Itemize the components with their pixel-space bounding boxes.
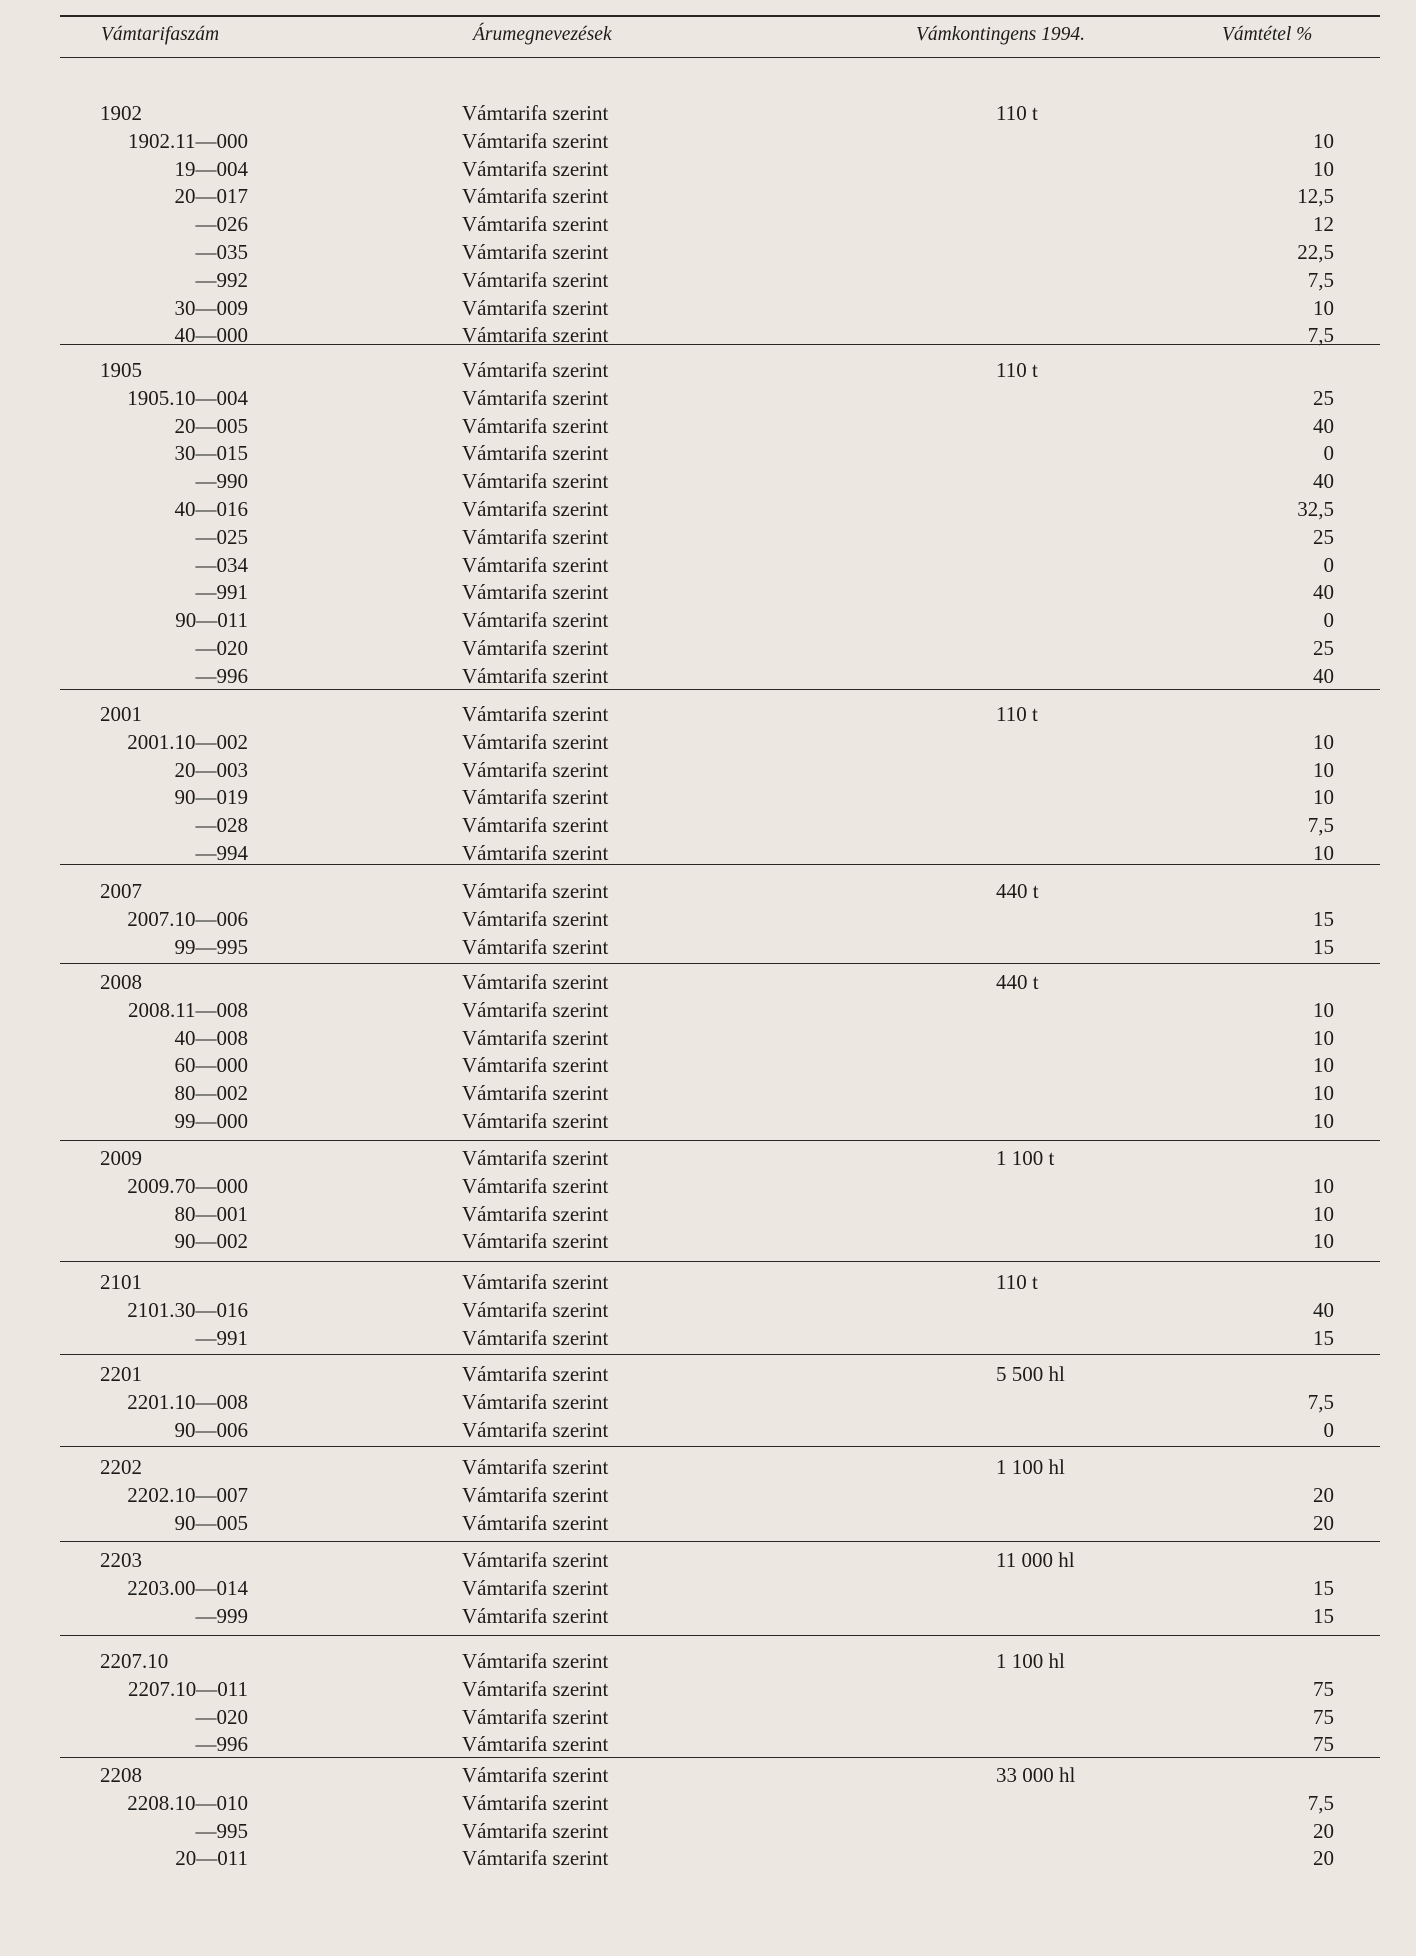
table-row — [0, 439, 1416, 467]
table-row — [0, 551, 1416, 579]
tariff-code: 2007 — [100, 879, 142, 903]
goods-name: Vámtarifa szerint — [462, 1790, 609, 1815]
goods-name: Vámtarifa szerint — [462, 1362, 609, 1386]
duty-rate: 0 — [1323, 1417, 1334, 1442]
tariff-code: —990 — [195, 469, 248, 494]
tariff-code: —026 — [195, 212, 248, 237]
table-row — [0, 877, 1416, 905]
tariff-code: —996 — [195, 663, 248, 688]
quota-value: 440 t — [996, 879, 1039, 903]
duty-rate: 25 — [1313, 636, 1334, 660]
table-row — [0, 933, 1416, 961]
goods-name: Vámtarifa szerint — [462, 413, 609, 438]
group-separator — [60, 963, 1380, 964]
duty-rate: 20 — [1313, 1482, 1334, 1507]
tariff-code: 90—019 — [174, 785, 248, 810]
table-row — [0, 210, 1416, 238]
tariff-code: 40—008 — [174, 1025, 248, 1050]
tariff-code: 2202.10—007 — [127, 1482, 248, 1507]
duty-rate: 20 — [1313, 1510, 1334, 1535]
goods-name: Vámtarifa szerint — [462, 295, 609, 320]
tariff-code: 2007.10—006 — [127, 906, 248, 931]
tariff-code: 80—001 — [174, 1201, 248, 1226]
tariff-code: —025 — [195, 524, 248, 549]
duty-rate: 15 — [1313, 1575, 1334, 1600]
tariff-code: 90—002 — [174, 1229, 248, 1254]
table-row — [0, 1675, 1416, 1703]
duty-rate: 10 — [1313, 1201, 1334, 1226]
tariff-code: —034 — [195, 552, 248, 577]
table-row — [0, 811, 1416, 839]
table-row — [0, 1360, 1416, 1388]
goods-name: Vámtarifa szerint — [462, 1025, 609, 1050]
goods-name: Vámtarifa szerint — [462, 1763, 609, 1787]
tariff-code: 20—005 — [174, 413, 248, 438]
duty-rate: 10 — [1313, 128, 1334, 153]
tariff-code: —992 — [195, 267, 248, 292]
tariff-code: 2008 — [100, 970, 142, 994]
goods-name: Vámtarifa szerint — [462, 441, 609, 466]
tariff-code: 40—000 — [174, 323, 248, 348]
goods-name: Vámtarifa szerint — [462, 1846, 609, 1871]
duty-rate: 32,5 — [1297, 497, 1334, 521]
goods-name: Vámtarifa szerint — [462, 879, 609, 903]
goods-name: Vámtarifa szerint — [462, 385, 609, 410]
goods-name: Vámtarifa szerint — [462, 1297, 609, 1322]
duty-rate: 10 — [1313, 729, 1334, 754]
duty-rate: 10 — [1313, 997, 1334, 1022]
group-separator — [60, 1140, 1380, 1141]
tariff-code: —999 — [195, 1603, 248, 1628]
goods-name: Vámtarifa szerint — [462, 813, 609, 838]
goods-name: Vámtarifa szerint — [462, 1081, 609, 1106]
group-separator — [60, 1354, 1380, 1355]
tariff-code: —035 — [195, 240, 248, 264]
goods-name: Vámtarifa szerint — [462, 702, 609, 726]
duty-rate: 15 — [1313, 934, 1334, 959]
goods-name: Vámtarifa szerint — [462, 785, 609, 810]
tariff-code: 2201 — [100, 1362, 142, 1386]
goods-name: Vámtarifa szerint — [462, 1270, 609, 1294]
table-row — [0, 266, 1416, 294]
group-separator — [60, 864, 1380, 865]
goods-name: Vámtarifa szerint — [462, 841, 609, 865]
goods-name: Vámtarifa szerint — [462, 1109, 609, 1133]
duty-rate: 40 — [1313, 580, 1334, 605]
header-quota: Vámkontingens 1994. — [916, 24, 1085, 45]
tariff-code: —991 — [195, 1325, 248, 1350]
table-row — [0, 1817, 1416, 1845]
header-code: Vámtarifaszám — [101, 24, 220, 45]
table-row — [0, 1144, 1416, 1172]
table-row — [0, 384, 1416, 412]
duty-rate: 22,5 — [1297, 240, 1334, 264]
goods-name: Vámtarifa szerint — [462, 212, 609, 237]
goods-name: Vámtarifa szerint — [462, 469, 609, 494]
table-row — [0, 238, 1416, 266]
tariff-code: 20—011 — [175, 1846, 248, 1871]
quota-value: 440 t — [996, 970, 1039, 994]
quota-value: 110 t — [996, 702, 1038, 726]
group-separator — [60, 1541, 1380, 1542]
table-row — [0, 1481, 1416, 1509]
table-row — [0, 839, 1416, 867]
group-separator — [60, 1446, 1380, 1447]
tariff-code: 90—005 — [174, 1510, 248, 1535]
table-row — [0, 728, 1416, 756]
table-row — [0, 1227, 1416, 1255]
tariff-code: 2009.70—000 — [127, 1173, 248, 1198]
goods-name: Vámtarifa szerint — [462, 240, 609, 264]
tariff-code: 80—002 — [174, 1081, 248, 1106]
table-row — [0, 996, 1416, 1024]
goods-name: Vámtarifa szerint — [462, 1548, 609, 1572]
table-row — [0, 1079, 1416, 1107]
tariff-code: 30—015 — [174, 441, 248, 466]
goods-name: Vámtarifa szerint — [462, 1704, 609, 1729]
duty-rate: 75 — [1313, 1676, 1334, 1701]
table-row — [0, 1268, 1416, 1296]
tariff-code: 2208.10—010 — [127, 1790, 248, 1815]
table-row — [0, 467, 1416, 495]
tariff-code: 1902.11—000 — [128, 128, 248, 153]
duty-rate: 10 — [1313, 1229, 1334, 1254]
duty-rate: 15 — [1313, 1325, 1334, 1350]
goods-name: Vámtarifa szerint — [462, 997, 609, 1022]
goods-name: Vámtarifa szerint — [462, 580, 609, 605]
table-row — [0, 634, 1416, 662]
duty-rate: 7,5 — [1307, 1389, 1334, 1414]
table-row — [0, 294, 1416, 322]
table-row — [0, 1602, 1416, 1630]
table-row — [0, 1647, 1416, 1675]
goods-name: Vámtarifa szerint — [462, 552, 609, 577]
duty-rate: 25 — [1313, 385, 1334, 410]
table-row — [0, 1761, 1416, 1789]
duty-rate: 10 — [1313, 1025, 1334, 1050]
table-row — [0, 1703, 1416, 1731]
group-separator — [60, 1261, 1380, 1262]
duty-rate: 7,5 — [1307, 813, 1334, 838]
goods-name: Vámtarifa szerint — [462, 128, 609, 153]
table-row — [0, 1574, 1416, 1602]
table-row — [0, 783, 1416, 811]
duty-rate: 12,5 — [1297, 184, 1334, 209]
tariff-code: 99—000 — [174, 1109, 248, 1133]
tariff-code: 1905 — [100, 358, 142, 382]
table-row — [0, 1546, 1416, 1574]
table-row — [0, 1024, 1416, 1052]
goods-name: Vámtarifa szerint — [462, 101, 609, 125]
duty-rate: 12 — [1313, 212, 1334, 237]
goods-name: Vámtarifa szerint — [462, 1455, 609, 1479]
tariff-code: 90—011 — [175, 608, 248, 633]
duty-rate: 20 — [1313, 1818, 1334, 1843]
table-row — [0, 1051, 1416, 1079]
quota-value: 1 100 hl — [996, 1649, 1065, 1673]
table-row — [0, 1789, 1416, 1817]
table-row — [0, 1324, 1416, 1352]
tariff-code: 2101.30—016 — [127, 1297, 248, 1322]
goods-name: Vámtarifa szerint — [462, 1053, 609, 1078]
table-row — [0, 578, 1416, 606]
goods-name: Vámtarifa szerint — [462, 1649, 609, 1673]
duty-rate: 15 — [1313, 1603, 1334, 1628]
duty-rate: 40 — [1313, 663, 1334, 688]
quota-value: 11 000 hl — [996, 1548, 1075, 1572]
table-row — [0, 905, 1416, 933]
duty-rate: 10 — [1313, 841, 1334, 865]
table-row — [0, 495, 1416, 523]
goods-name: Vámtarifa szerint — [462, 1229, 609, 1254]
table-row — [0, 756, 1416, 784]
duty-rate: 10 — [1313, 295, 1334, 320]
quota-value: 33 000 hl — [996, 1763, 1076, 1787]
tariff-code: 1905.10—004 — [127, 385, 248, 410]
tariff-code: 2009 — [100, 1146, 142, 1170]
duty-rate: 25 — [1313, 524, 1334, 549]
goods-name: Vámtarifa szerint — [462, 1482, 609, 1507]
tariff-code: 2202 — [100, 1455, 142, 1479]
goods-name: Vámtarifa szerint — [462, 1510, 609, 1535]
tariff-code: —991 — [195, 580, 248, 605]
table-row — [0, 968, 1416, 996]
goods-name: Vámtarifa szerint — [462, 1389, 609, 1414]
tariff-code: 2207.10 — [100, 1649, 169, 1673]
tariff-code: —020 — [195, 636, 248, 660]
table-row — [0, 1844, 1416, 1872]
duty-rate: 10 — [1313, 156, 1334, 181]
group-separator — [60, 344, 1380, 345]
duty-rate: 7,5 — [1307, 267, 1334, 292]
goods-name: Vámtarifa szerint — [462, 1676, 609, 1701]
duty-rate: 0 — [1323, 608, 1334, 633]
quota-value: 1 100 hl — [996, 1455, 1065, 1479]
tariff-code: 2203.00—014 — [127, 1575, 248, 1600]
duty-rate: 10 — [1313, 1109, 1334, 1133]
goods-name: Vámtarifa szerint — [462, 524, 609, 549]
tariff-code: 19—004 — [174, 156, 248, 181]
table-row — [0, 412, 1416, 440]
duty-rate: 20 — [1313, 1846, 1334, 1871]
table-row — [0, 356, 1416, 384]
goods-name: Vámtarifa szerint — [462, 906, 609, 931]
table-row — [0, 1200, 1416, 1228]
table-row — [0, 523, 1416, 551]
table-row — [0, 1453, 1416, 1481]
duty-rate: 15 — [1313, 906, 1334, 931]
goods-name: Vámtarifa szerint — [462, 729, 609, 754]
table-row — [0, 1296, 1416, 1324]
goods-name: Vámtarifa szerint — [462, 1732, 609, 1757]
table-row — [0, 662, 1416, 690]
tariff-code: —995 — [195, 1818, 248, 1843]
table-row — [0, 1172, 1416, 1200]
goods-name: Vámtarifa szerint — [462, 1146, 609, 1170]
duty-rate: 0 — [1323, 552, 1334, 577]
quota-value: 110 t — [996, 101, 1038, 125]
duty-rate: 10 — [1313, 757, 1334, 782]
tariff-code: —994 — [195, 841, 248, 865]
table-row — [0, 1388, 1416, 1416]
duty-rate: 10 — [1313, 785, 1334, 810]
goods-name: Vámtarifa szerint — [462, 757, 609, 782]
tariff-code: 2008.11—008 — [128, 997, 248, 1022]
table-row — [0, 1107, 1416, 1135]
goods-name: Vámtarifa szerint — [462, 323, 609, 348]
duty-rate: 0 — [1323, 441, 1334, 466]
goods-name: Vámtarifa szerint — [462, 156, 609, 181]
goods-name: Vámtarifa szerint — [462, 1325, 609, 1350]
tariff-code: 2101 — [100, 1270, 142, 1294]
goods-name: Vámtarifa szerint — [462, 1417, 609, 1442]
duty-rate: 40 — [1313, 1297, 1334, 1322]
goods-name: Vámtarifa szerint — [462, 1818, 609, 1843]
duty-rate: 75 — [1313, 1704, 1334, 1729]
tariff-code: 90—006 — [174, 1417, 248, 1442]
duty-rate: 7,5 — [1307, 1790, 1334, 1815]
tariff-code: 30—009 — [174, 295, 248, 320]
table-row — [0, 606, 1416, 634]
header-name: Árumegnevezések — [473, 24, 612, 45]
tariff-code: 20—017 — [174, 184, 248, 209]
tariff-code: 20—003 — [174, 757, 248, 782]
goods-name: Vámtarifa szerint — [462, 608, 609, 633]
goods-name: Vámtarifa szerint — [462, 1575, 609, 1600]
goods-name: Vámtarifa szerint — [462, 1603, 609, 1628]
table-row — [0, 99, 1416, 127]
duty-rate: 40 — [1313, 413, 1334, 438]
goods-name: Vámtarifa szerint — [462, 636, 609, 660]
table-row — [0, 1416, 1416, 1444]
table-row — [0, 1730, 1416, 1758]
tariff-code: 2001 — [100, 702, 142, 726]
table-row — [0, 1509, 1416, 1537]
table-row — [0, 321, 1416, 349]
duty-rate: 10 — [1313, 1173, 1334, 1198]
quota-value: 1 100 t — [996, 1146, 1055, 1170]
goods-name: Vámtarifa szerint — [462, 970, 609, 994]
goods-name: Vámtarifa szerint — [462, 663, 609, 688]
goods-name: Vámtarifa szerint — [462, 267, 609, 292]
goods-name: Vámtarifa szerint — [462, 1173, 609, 1198]
tariff-code: 2201.10—008 — [127, 1389, 248, 1414]
tariff-code: 2207.10—011 — [128, 1676, 248, 1701]
tariff-code: —020 — [195, 1704, 248, 1729]
group-separator — [60, 1635, 1380, 1636]
duty-rate: 75 — [1313, 1732, 1334, 1757]
goods-name: Vámtarifa szerint — [462, 358, 609, 382]
quota-value: 110 t — [996, 358, 1038, 382]
tariff-code: 2203 — [100, 1548, 142, 1572]
quota-value: 5 500 hl — [996, 1362, 1065, 1386]
goods-name: Vámtarifa szerint — [462, 497, 609, 521]
header-rate: Vámtétel % — [1222, 24, 1313, 45]
table-row — [0, 182, 1416, 210]
group-separator — [60, 1757, 1380, 1758]
tariff-code: 60—000 — [174, 1053, 248, 1078]
duty-rate: 10 — [1313, 1053, 1334, 1078]
duty-rate: 10 — [1313, 1081, 1334, 1106]
table-row — [0, 155, 1416, 183]
duty-rate: 7,5 — [1307, 323, 1334, 348]
tariff-code: —996 — [195, 1732, 248, 1757]
tariff-code: 99—995 — [174, 934, 248, 959]
group-separator — [60, 689, 1380, 690]
tariff-code: —028 — [195, 813, 248, 838]
quota-value: 110 t — [996, 1270, 1038, 1294]
goods-name: Vámtarifa szerint — [462, 1201, 609, 1226]
table-row — [0, 700, 1416, 728]
tariff-code: 40—016 — [174, 497, 248, 521]
table-row — [0, 127, 1416, 155]
goods-name: Vámtarifa szerint — [462, 934, 609, 959]
duty-rate: 40 — [1313, 469, 1334, 494]
tariff-code: 2208 — [100, 1763, 142, 1787]
goods-name: Vámtarifa szerint — [462, 184, 609, 209]
tariff-code: 2001.10—002 — [127, 729, 248, 754]
tariff-code: 1902 — [100, 101, 142, 125]
